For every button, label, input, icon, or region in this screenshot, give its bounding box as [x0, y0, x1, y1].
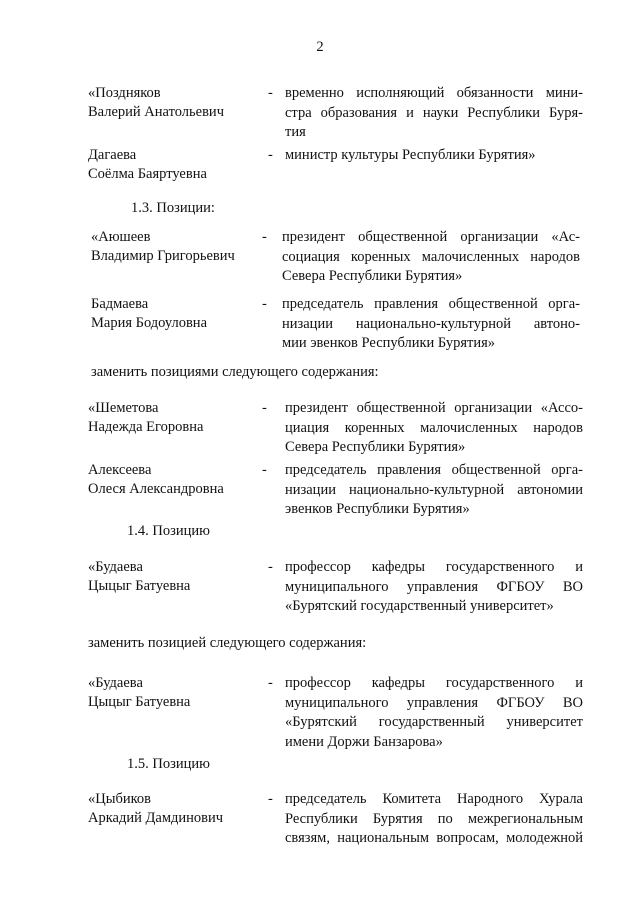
desc-line: президент общественной организации «Ассо- — [285, 400, 583, 416]
person-name — [91, 228, 261, 266]
desc-line: президент общественной организации «Ас- — [282, 229, 580, 245]
desc-line: социация коренных малочисленных народов — [282, 248, 580, 265]
position-description — [285, 84, 583, 143]
desc-line: Севера Республики Бурятия» — [285, 439, 466, 455]
desc-line: Республики Бурятия по межрегиональным — [285, 810, 583, 827]
dash-separator: - — [262, 400, 267, 416]
given-names: Цыцыг Батуевна — [88, 578, 191, 594]
position-description — [285, 558, 583, 617]
position-description — [282, 228, 580, 287]
replacement-note: заменить позициями следующего содержания: — [91, 364, 379, 380]
given-names: Олеся Александровна — [88, 481, 224, 497]
desc-line: муниципального управления ФГБОУ ВО — [285, 694, 583, 711]
surname: «Будаева — [88, 559, 143, 575]
given-names: Мария Бодоуловна — [91, 315, 208, 331]
desc-line: имени Доржи Банзарова» — [285, 733, 443, 750]
desc-line: низации национально-культурной автоно- — [282, 315, 580, 332]
position-description — [282, 295, 580, 354]
person-name — [91, 295, 261, 333]
person-name — [88, 674, 258, 712]
given-names: Валерий Анатольевич — [88, 104, 224, 120]
surname: «Поздняков — [88, 85, 161, 101]
desc-line: профессор кафедры государственного и — [285, 559, 583, 575]
person-name — [88, 558, 258, 596]
dash-separator: - — [268, 85, 273, 101]
desc-line: председатель Комитета Народного Хурала — [285, 791, 583, 807]
desc-line: муниципального управления ФГБОУ ВО — [285, 578, 583, 595]
given-names: Надежда Егоровна — [88, 419, 204, 435]
person-name — [88, 399, 258, 437]
given-names: Соёлма Баяртуевна — [88, 166, 207, 182]
dash-separator: - — [268, 147, 273, 163]
desc-line: Севера Республики Бурятия» — [282, 268, 463, 284]
surname: «Шеметова — [88, 400, 159, 416]
position-description — [285, 790, 583, 849]
section-heading: 1.4. Позицию — [127, 523, 210, 539]
surname: «Цыбиков — [88, 791, 152, 807]
desc-line: министр культуры Республики Бурятия» — [285, 147, 536, 163]
desc-line: эвенков Республики Бурятия» — [285, 501, 470, 517]
position-description — [285, 146, 583, 166]
dash-separator: - — [268, 675, 273, 691]
person-name — [88, 84, 258, 122]
position-description — [285, 461, 583, 520]
desc-line: тия — [285, 124, 306, 140]
desc-line: стра образования и науки Республики Буря- — [285, 104, 583, 121]
section-heading: 1.3. Позиции: — [131, 200, 215, 216]
desc-line: председатель правления общественной орга- — [282, 296, 580, 312]
surname: Бадмаева — [91, 296, 149, 312]
person-name — [88, 790, 258, 828]
desc-line: связям, национальным вопросам, молодежной — [285, 830, 583, 846]
surname: Дагаева — [88, 147, 137, 163]
surname: «Будаева — [88, 675, 143, 691]
person-name — [88, 146, 258, 184]
desc-line: низации национально-культурной автономии — [285, 481, 583, 498]
desc-line: «Бурятский государственный университет — [285, 714, 583, 730]
dash-separator: - — [262, 229, 267, 245]
page-number: 2 — [316, 39, 324, 55]
surname: Алексеева — [88, 462, 152, 478]
position-description — [285, 674, 583, 752]
desc-line: председатель правления общественной орга- — [285, 462, 583, 478]
desc-line: мии эвенков Республики Бурятия» — [282, 335, 496, 351]
desc-line: циация коренных малочисленных народов — [285, 419, 583, 436]
surname: «Аюшеев — [91, 229, 151, 245]
section-heading: 1.5. Позицию — [127, 756, 210, 772]
replacement-note: заменить позицией следующего содержания: — [88, 635, 367, 651]
desc-line: «Бурятский государственный университет» — [285, 598, 554, 614]
desc-line: профессор кафедры государственного и — [285, 675, 583, 691]
dash-separator: - — [268, 559, 273, 575]
given-names: Цыцыг Батуевна — [88, 694, 191, 710]
desc-line: временно исполняющий обязанности мини- — [285, 85, 583, 101]
dash-separator: - — [262, 462, 267, 478]
given-names: Аркадий Дамдинович — [88, 810, 224, 826]
given-names: Владимир Григорьевич — [91, 248, 235, 264]
dash-separator: - — [262, 296, 267, 312]
person-name — [88, 461, 258, 499]
position-description — [285, 399, 583, 458]
dash-separator: - — [268, 791, 273, 807]
